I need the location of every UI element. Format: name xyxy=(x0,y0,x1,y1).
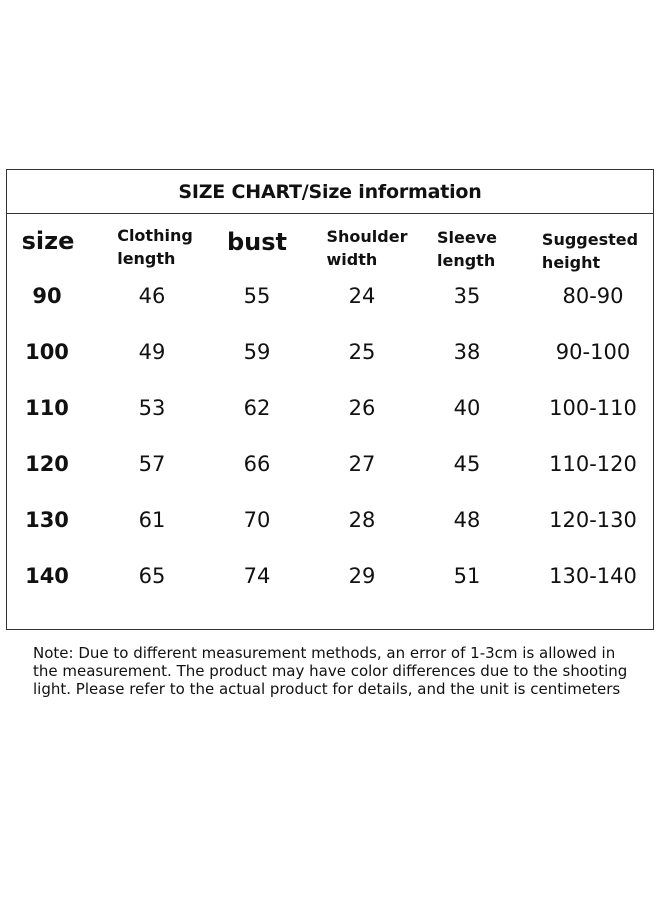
row-3-sleeve-length: 40 xyxy=(453,396,481,420)
row-3-size: 110 xyxy=(25,396,69,420)
header-bust-line-1: bust xyxy=(226,228,288,256)
row-1-shoulder-width: 24 xyxy=(348,284,376,308)
chart-title: SIZE CHART/Size information xyxy=(7,170,653,214)
row-2-bust: 59 xyxy=(243,340,271,364)
row-4-sleeve-length: 45 xyxy=(453,452,481,476)
row-4-suggested-height: 110-120 xyxy=(549,452,637,476)
header-shoulder-width xyxy=(327,225,408,271)
row-6-suggested-height: 130-140 xyxy=(549,564,637,588)
row-3-shoulder-width: 26 xyxy=(348,396,376,420)
row-6-bust: 74 xyxy=(243,564,271,588)
header-shoulder-width-line-1: Shoulder xyxy=(326,227,408,246)
row-3-bust: 62 xyxy=(243,396,271,420)
row-1-clothing-length: 46 xyxy=(138,284,166,308)
row-2-clothing-length: 49 xyxy=(138,340,166,364)
header-sleeve-length-line-1: Sleeve xyxy=(437,228,497,247)
header-size-line-1: size xyxy=(21,227,75,255)
header-size xyxy=(22,227,75,255)
size-chart-table xyxy=(6,169,654,630)
row-4-bust: 66 xyxy=(243,452,271,476)
measurement-note xyxy=(33,644,633,698)
row-5-bust: 70 xyxy=(243,508,271,532)
header-clothing-length xyxy=(117,224,193,270)
header-suggested-height xyxy=(542,228,638,274)
header-suggested-height-line-1: Suggested xyxy=(541,230,639,249)
row-2-sleeve-length: 38 xyxy=(453,340,481,364)
row-2-size: 100 xyxy=(25,340,69,364)
note-line-1: Note: Due to different measurement methods, an error of 1-3cm is allowed in xyxy=(33,644,616,662)
row-3-suggested-height: 100-110 xyxy=(549,396,637,420)
row-3-clothing-length: 53 xyxy=(138,396,166,420)
header-shoulder-width-line-2: width xyxy=(326,250,378,269)
row-6-clothing-length: 65 xyxy=(138,564,166,588)
header-clothing-length-line-2: length xyxy=(117,249,176,268)
header-suggested-height-line-2: height xyxy=(541,253,601,272)
row-6-shoulder-width: 29 xyxy=(348,564,376,588)
row-2-shoulder-width: 25 xyxy=(348,340,376,364)
row-1-bust: 55 xyxy=(243,284,271,308)
header-sleeve-length xyxy=(437,226,497,272)
row-4-size: 120 xyxy=(25,452,69,476)
row-6-sleeve-length: 51 xyxy=(453,564,481,588)
row-5-shoulder-width: 28 xyxy=(348,508,376,532)
row-1-suggested-height: 80-90 xyxy=(562,284,624,308)
header-bust xyxy=(227,228,287,256)
row-5-size: 130 xyxy=(25,508,69,532)
row-1-size: 90 xyxy=(32,284,62,308)
row-6-size: 140 xyxy=(25,564,69,588)
note-line-3: light. Please refer to the actual product for details, and the unit is centimeters xyxy=(33,680,621,698)
row-4-clothing-length: 57 xyxy=(138,452,166,476)
row-5-sleeve-length: 48 xyxy=(453,508,481,532)
note-line-2: the measurement. The product may have color differences due to the shooting xyxy=(33,662,628,680)
row-5-clothing-length: 61 xyxy=(138,508,166,532)
row-1-sleeve-length: 35 xyxy=(453,284,481,308)
header-clothing-length-line-1: Clothing xyxy=(117,226,193,245)
row-2-suggested-height: 90-100 xyxy=(555,340,631,364)
row-4-shoulder-width: 27 xyxy=(348,452,376,476)
row-5-suggested-height: 120-130 xyxy=(549,508,637,532)
header-sleeve-length-line-2: length xyxy=(437,251,496,270)
